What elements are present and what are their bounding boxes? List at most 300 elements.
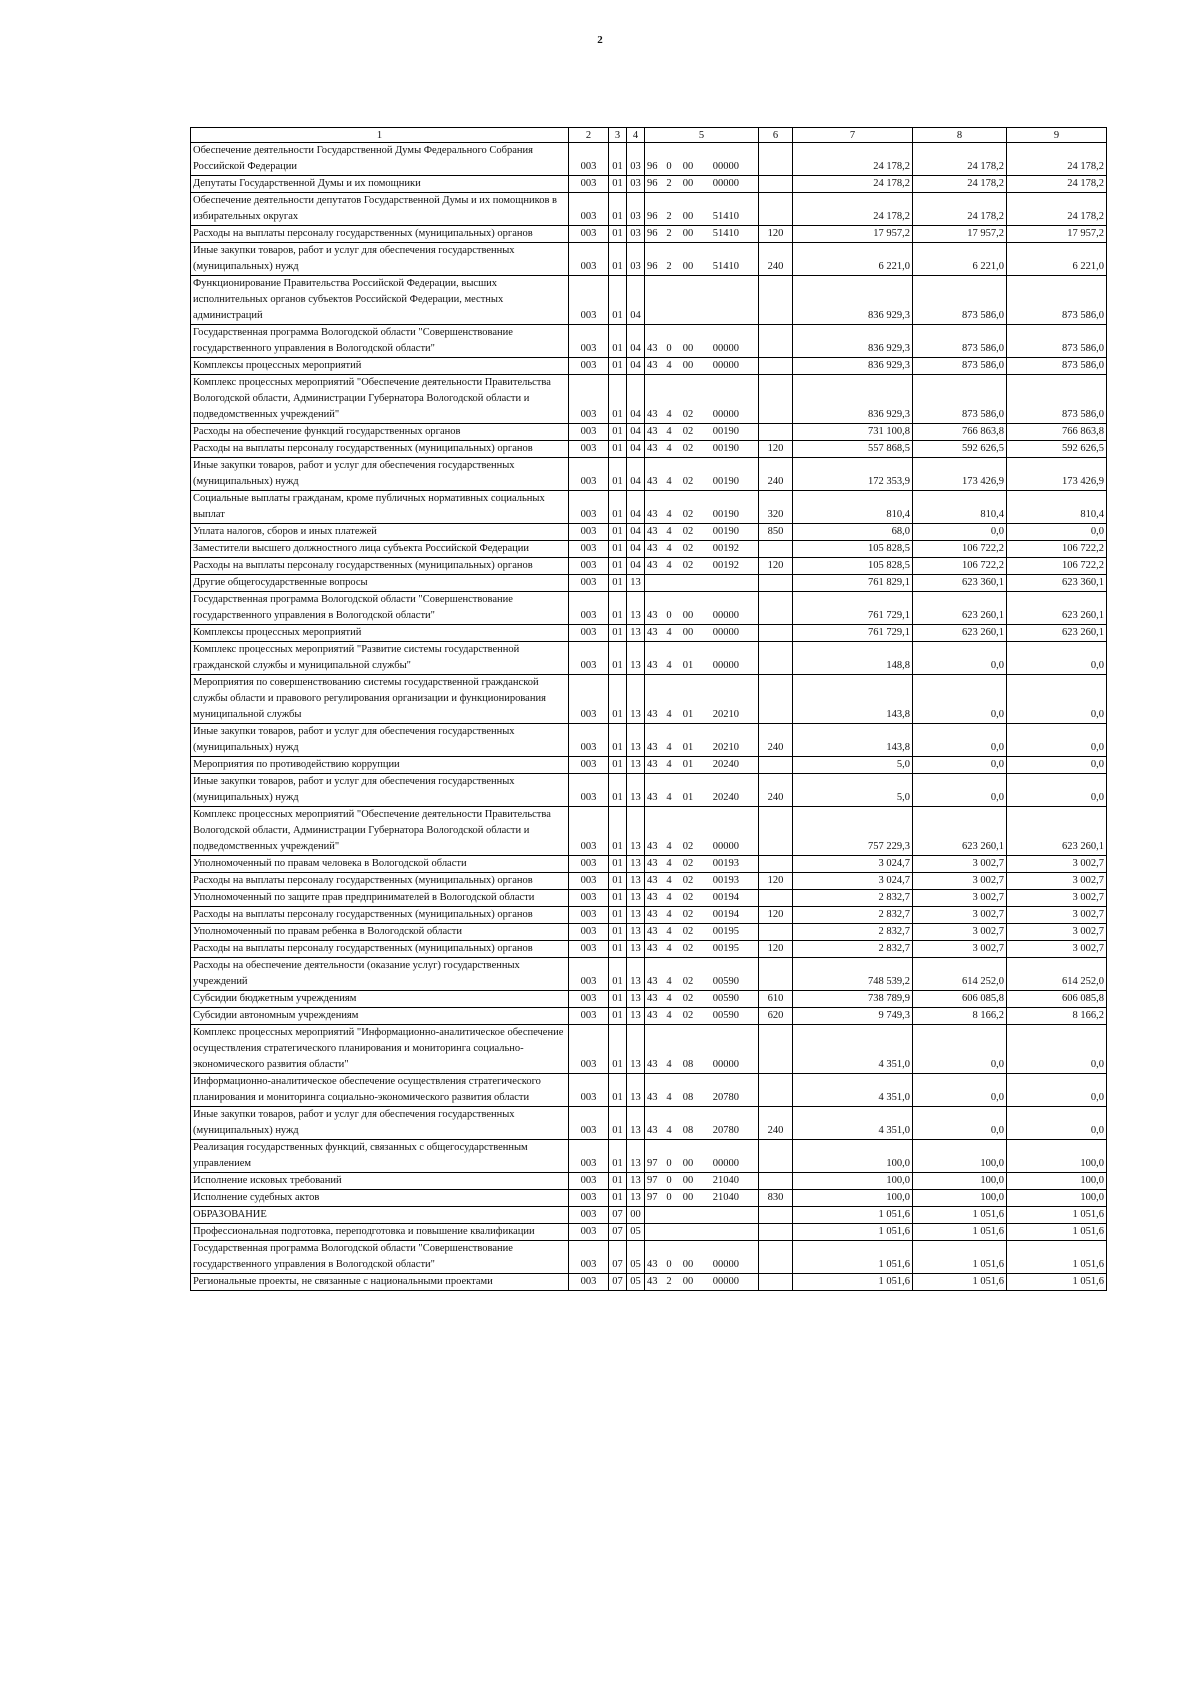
cell-amount-8: 606 085,8 [913,991,1007,1008]
table-row [191,1190,1107,1207]
cell-amount-9: 3 002,7 [1007,873,1107,890]
cell-amount-7: 100,0 [793,1190,913,1207]
table-row [191,642,1107,675]
target-event: 02 [682,926,694,937]
cell-amount-8: 810,4 [913,491,1007,524]
target-subprogram: 4 [666,976,672,987]
cell-amount-7: 2 832,7 [793,924,913,941]
row-name: Иные закупки товаров, работ и услуг для обеспечения государственных (муниципальных) нужд [191,243,569,276]
cell-amount-8: 0,0 [913,1074,1007,1107]
target-program: 43 [647,560,658,571]
target-direction: 00000 [712,343,739,354]
cell-expense-type: 830 [759,1190,793,1207]
cell-amount-8: 106 722,2 [913,541,1007,558]
table-row [191,856,1107,873]
cell-target-article [645,424,759,441]
target-program: 43 [647,409,658,420]
cell-target-article [645,1025,759,1074]
cell-expense-type [759,625,793,642]
cell-subsection: 13 [627,675,645,724]
cell-admin-code: 003 [569,873,609,890]
row-name: Иные закупки товаров, работ и услуг для обеспечения государственных (муниципальных) нужд [191,1107,569,1140]
cell-expense-type: 120 [759,558,793,575]
cell-target-article [645,226,759,243]
target-program: 43 [647,841,658,852]
table-row [191,1107,1107,1140]
cell-expense-type [759,924,793,941]
cell-expense-type [759,1025,793,1074]
cell-admin-code: 003 [569,441,609,458]
cell-amount-8: 3 002,7 [913,856,1007,873]
cell-admin-code: 003 [569,924,609,941]
row-name: Комплексы процессных мероприятий [191,358,569,375]
cell-amount-7: 757 229,3 [793,807,913,856]
cell-amount-9: 623 260,1 [1007,807,1107,856]
cell-amount-7: 1 051,6 [793,1207,913,1224]
target-subprogram: 4 [666,709,672,720]
target-subprogram: 4 [666,792,672,803]
cell-expense-type: 850 [759,524,793,541]
target-event: 00 [682,1158,694,1169]
cell-target-article [645,774,759,807]
target-direction: 00192 [712,560,739,571]
target-direction: 00000 [712,1158,739,1169]
cell-section: 01 [609,1190,627,1207]
target-direction: 21040 [712,1175,739,1186]
table-row [191,1008,1107,1025]
cell-target-article [645,856,759,873]
cell-target-article [645,1107,759,1140]
cell-amount-9: 1 051,6 [1007,1207,1107,1224]
target-subprogram: 2 [666,261,672,272]
cell-section: 07 [609,1207,627,1224]
cell-amount-8: 100,0 [913,1140,1007,1173]
target-subprogram: 0 [666,343,672,354]
target-subprogram: 4 [666,1059,672,1070]
target-event: 02 [682,409,694,420]
cell-subsection: 04 [627,424,645,441]
cell-amount-9: 24 178,2 [1007,176,1107,193]
target-subprogram: 4 [666,892,672,903]
cell-target-article [645,243,759,276]
cell-subsection: 13 [627,1074,645,1107]
target-program: 43 [647,858,658,869]
target-subprogram: 4 [666,426,672,437]
cell-amount-7: 4 351,0 [793,1107,913,1140]
target-program: 43 [647,875,658,886]
table-row [191,541,1107,558]
cell-section: 01 [609,1140,627,1173]
cell-subsection: 04 [627,375,645,424]
row-name: Расходы на обеспечение функций государственных органов [191,424,569,441]
table-row [191,193,1107,226]
target-program: 96 [647,161,658,172]
cell-amount-9: 873 586,0 [1007,358,1107,375]
target-direction: 00190 [712,426,739,437]
cell-section: 01 [609,143,627,176]
cell-amount-8: 1 051,6 [913,1241,1007,1274]
cell-admin-code: 003 [569,856,609,873]
cell-expense-type [759,541,793,558]
target-program: 43 [647,443,658,454]
cell-amount-9: 0,0 [1007,675,1107,724]
table-row [191,958,1107,991]
table-row [191,358,1107,375]
cell-subsection: 04 [627,441,645,458]
target-event: 00 [682,1192,694,1203]
table-row [191,1173,1107,1190]
target-event: 00 [682,228,694,239]
cell-expense-type [759,757,793,774]
table-row [191,907,1107,924]
cell-amount-9: 106 722,2 [1007,558,1107,575]
cell-amount-9: 100,0 [1007,1190,1107,1207]
target-subprogram: 4 [666,742,672,753]
row-name: Реализация государственных функций, связанных с общегосударственным управлением [191,1140,569,1173]
row-name: Профессиональная подготовка, переподготовка и повышение квалификации [191,1224,569,1241]
target-subprogram: 0 [666,610,672,621]
cell-amount-9: 0,0 [1007,642,1107,675]
cell-amount-9: 0,0 [1007,1025,1107,1074]
table-row [191,243,1107,276]
target-direction: 00193 [712,875,739,886]
cell-amount-8: 24 178,2 [913,193,1007,226]
cell-expense-type [759,1074,793,1107]
cell-admin-code: 003 [569,1140,609,1173]
cell-amount-8: 1 051,6 [913,1274,1007,1291]
cell-expense-type [759,575,793,592]
cell-section: 01 [609,458,627,491]
table-row [191,458,1107,491]
cell-subsection: 03 [627,193,645,226]
col-header-4: 4 [627,128,645,143]
cell-amount-8: 0,0 [913,774,1007,807]
cell-subsection: 13 [627,1025,645,1074]
cell-amount-7: 731 100,8 [793,424,913,441]
target-program: 43 [647,709,658,720]
target-subprogram: 4 [666,627,672,638]
cell-subsection: 13 [627,873,645,890]
row-name: Заместители высшего должностного лица субъекта Российской Федерации [191,541,569,558]
cell-subsection: 04 [627,458,645,491]
cell-admin-code: 003 [569,958,609,991]
target-direction: 20240 [712,759,739,770]
cell-expense-type: 240 [759,724,793,757]
table-row [191,991,1107,1008]
target-program: 43 [647,909,658,920]
cell-amount-9: 0,0 [1007,1074,1107,1107]
cell-amount-9: 592 626,5 [1007,441,1107,458]
cell-target-article [645,1074,759,1107]
cell-amount-9: 3 002,7 [1007,924,1107,941]
target-event: 00 [682,627,694,638]
cell-amount-7: 761 729,1 [793,625,913,642]
cell-expense-type: 620 [759,1008,793,1025]
cell-expense-type [759,1173,793,1190]
cell-target-article [645,1008,759,1025]
cell-admin-code: 003 [569,458,609,491]
target-direction: 00000 [712,1259,739,1270]
table-row [191,592,1107,625]
cell-amount-7: 68,0 [793,524,913,541]
cell-section: 07 [609,1241,627,1274]
cell-admin-code: 003 [569,575,609,592]
cell-target-article [645,1190,759,1207]
cell-subsection: 13 [627,774,645,807]
cell-expense-type [759,193,793,226]
budget-table [190,127,1107,1291]
cell-amount-8: 0,0 [913,524,1007,541]
cell-amount-8: 873 586,0 [913,375,1007,424]
cell-expense-type: 240 [759,774,793,807]
cell-amount-8: 614 252,0 [913,958,1007,991]
row-name: Комплекс процессных мероприятий "Обеспечение деятельности Правительства Вологодской области, Администрации Губернатора Вологодской области и подведомственных учреждений" [191,375,569,424]
cell-target-article [645,176,759,193]
col-header-1: 1 [191,128,569,143]
target-program: 43 [647,476,658,487]
cell-admin-code: 003 [569,675,609,724]
cell-amount-8: 24 178,2 [913,176,1007,193]
target-program: 43 [647,1259,658,1270]
row-name: Уполномоченный по правам человека в Вологодской области [191,856,569,873]
row-name: Иные закупки товаров, работ и услуг для обеспечения государственных (муниципальных) нужд [191,774,569,807]
cell-expense-type: 320 [759,491,793,524]
target-subprogram: 4 [666,443,672,454]
table-row [191,675,1107,724]
target-subprogram: 4 [666,560,672,571]
table-row [191,724,1107,757]
cell-amount-7: 761 829,1 [793,575,913,592]
target-event: 02 [682,875,694,886]
target-event: 01 [682,709,694,720]
cell-subsection: 03 [627,143,645,176]
cell-amount-9: 873 586,0 [1007,276,1107,325]
cell-amount-7: 17 957,2 [793,226,913,243]
cell-amount-7: 24 178,2 [793,143,913,176]
target-direction: 00000 [712,178,739,189]
cell-target-article [645,625,759,642]
cell-target-article [645,458,759,491]
cell-admin-code: 003 [569,807,609,856]
row-name: Обеспечение деятельности Государственной Думы Федерального Собрания Российской Федерации [191,143,569,176]
cell-subsection: 05 [627,1241,645,1274]
cell-amount-8: 592 626,5 [913,441,1007,458]
table-row [191,1207,1107,1224]
cell-amount-7: 3 024,7 [793,873,913,890]
cell-target-article [645,1207,759,1224]
cell-section: 01 [609,1074,627,1107]
table-row [191,558,1107,575]
col-header-9: 9 [1007,128,1107,143]
cell-section: 01 [609,675,627,724]
cell-subsection: 13 [627,1173,645,1190]
cell-amount-8: 6 221,0 [913,243,1007,276]
target-program: 43 [647,926,658,937]
cell-expense-type [759,675,793,724]
cell-section: 01 [609,1173,627,1190]
row-name: Государственная программа Вологодской области "Совершенствование государственного управления в Вологодской области" [191,325,569,358]
cell-amount-9: 3 002,7 [1007,941,1107,958]
cell-expense-type: 240 [759,1107,793,1140]
cell-target-article [645,941,759,958]
cell-subsection: 13 [627,856,645,873]
row-name: Исполнение исковых требований [191,1173,569,1190]
target-event: 02 [682,976,694,987]
cell-target-article [645,1140,759,1173]
row-name: Расходы на выплаты персоналу государственных (муниципальных) органов [191,226,569,243]
cell-section: 01 [609,907,627,924]
cell-section: 01 [609,807,627,856]
row-name: Информационно-аналитическое обеспечение осуществления стратегического планирования и мониторинга социально-экономического развития области [191,1074,569,1107]
cell-section: 01 [609,441,627,458]
cell-admin-code: 003 [569,541,609,558]
cell-amount-8: 873 586,0 [913,276,1007,325]
cell-amount-8: 24 178,2 [913,143,1007,176]
cell-admin-code: 003 [569,243,609,276]
target-event: 02 [682,560,694,571]
target-subprogram: 0 [666,161,672,172]
cell-section: 01 [609,924,627,941]
cell-amount-7: 836 929,3 [793,325,913,358]
row-name: Депутаты Государственной Думы и их помощники [191,176,569,193]
cell-amount-7: 2 832,7 [793,890,913,907]
cell-section: 01 [609,558,627,575]
target-program: 96 [647,211,658,222]
cell-amount-7: 836 929,3 [793,358,913,375]
col-header-7: 7 [793,128,913,143]
target-event: 02 [682,476,694,487]
target-subprogram: 0 [666,1175,672,1186]
cell-amount-9: 3 002,7 [1007,856,1107,873]
cell-expense-type: 120 [759,226,793,243]
target-event: 08 [682,1092,694,1103]
target-program: 43 [647,792,658,803]
cell-section: 01 [609,1107,627,1140]
table-row [191,1274,1107,1291]
target-direction: 20210 [712,742,739,753]
target-direction: 00000 [712,627,739,638]
cell-amount-9: 100,0 [1007,1173,1107,1190]
target-program: 43 [647,993,658,1004]
target-direction: 20780 [712,1092,739,1103]
row-name: Уполномоченный по защите прав предпринимателей в Вологодской области [191,890,569,907]
target-direction: 00000 [712,841,739,852]
cell-amount-9: 1 051,6 [1007,1274,1107,1291]
cell-amount-9: 873 586,0 [1007,325,1107,358]
target-event: 01 [682,759,694,770]
cell-subsection: 13 [627,941,645,958]
cell-amount-8: 8 166,2 [913,1008,1007,1025]
cell-section: 01 [609,774,627,807]
target-subprogram: 4 [666,759,672,770]
cell-amount-8: 3 002,7 [913,873,1007,890]
cell-amount-8: 3 002,7 [913,941,1007,958]
cell-amount-8: 623 260,1 [913,807,1007,856]
target-direction: 00195 [712,943,739,954]
cell-amount-8: 3 002,7 [913,924,1007,941]
table-row [191,807,1107,856]
cell-admin-code: 003 [569,1241,609,1274]
table-row [191,375,1107,424]
row-name: Уполномоченный по правам ребенка в Вологодской области [191,924,569,941]
cell-amount-7: 836 929,3 [793,375,913,424]
cell-subsection: 13 [627,1008,645,1025]
cell-section: 01 [609,176,627,193]
target-subprogram: 0 [666,1259,672,1270]
cell-amount-9: 6 221,0 [1007,243,1107,276]
table-row [191,441,1107,458]
cell-expense-type: 240 [759,458,793,491]
row-name: Мероприятия по противодействию коррупции [191,757,569,774]
cell-subsection: 04 [627,541,645,558]
cell-admin-code: 003 [569,592,609,625]
cell-admin-code: 003 [569,325,609,358]
target-event: 01 [682,660,694,671]
cell-amount-9: 1 051,6 [1007,1224,1107,1241]
target-program: 43 [647,627,658,638]
cell-section: 01 [609,890,627,907]
target-direction: 51410 [712,261,739,272]
cell-admin-code: 003 [569,226,609,243]
cell-admin-code: 003 [569,1107,609,1140]
cell-subsection: 13 [627,907,645,924]
row-name: Государственная программа Вологодской области "Совершенствование государственного управления в Вологодской области" [191,1241,569,1274]
row-name: Расходы на выплаты персоналу государственных (муниципальных) органов [191,873,569,890]
cell-target-article [645,1241,759,1274]
col-header-2: 2 [569,128,609,143]
table-row [191,774,1107,807]
cell-subsection: 03 [627,243,645,276]
row-name: Субсидии автономным учреждениям [191,1008,569,1025]
cell-amount-7: 2 832,7 [793,907,913,924]
cell-subsection: 13 [627,1190,645,1207]
target-direction: 00000 [712,409,739,420]
target-program: 96 [647,261,658,272]
cell-section: 01 [609,424,627,441]
cell-subsection: 00 [627,1207,645,1224]
cell-amount-8: 100,0 [913,1173,1007,1190]
cell-section: 01 [609,958,627,991]
target-program: 43 [647,610,658,621]
target-event: 02 [682,841,694,852]
target-direction: 20780 [712,1125,739,1136]
cell-expense-type: 240 [759,243,793,276]
cell-admin-code: 003 [569,1224,609,1241]
cell-admin-code: 003 [569,1173,609,1190]
row-name: Другие общегосударственные вопросы [191,575,569,592]
cell-admin-code: 003 [569,625,609,642]
row-name: Расходы на выплаты персоналу государственных (муниципальных) органов [191,907,569,924]
table-row [191,924,1107,941]
cell-admin-code: 003 [569,524,609,541]
target-program: 43 [647,1276,658,1287]
target-direction: 00590 [712,993,739,1004]
table-row [191,757,1107,774]
cell-amount-7: 24 178,2 [793,193,913,226]
cell-target-article [645,807,759,856]
cell-admin-code: 003 [569,757,609,774]
cell-admin-code: 003 [569,1025,609,1074]
cell-amount-7: 4 351,0 [793,1025,913,1074]
cell-subsection: 13 [627,1140,645,1173]
col-header-5: 5 [645,128,759,143]
target-subprogram: 4 [666,943,672,954]
cell-target-article [645,907,759,924]
cell-amount-9: 0,0 [1007,524,1107,541]
cell-admin-code: 003 [569,424,609,441]
table-row [191,276,1107,325]
target-subprogram: 0 [666,1192,672,1203]
